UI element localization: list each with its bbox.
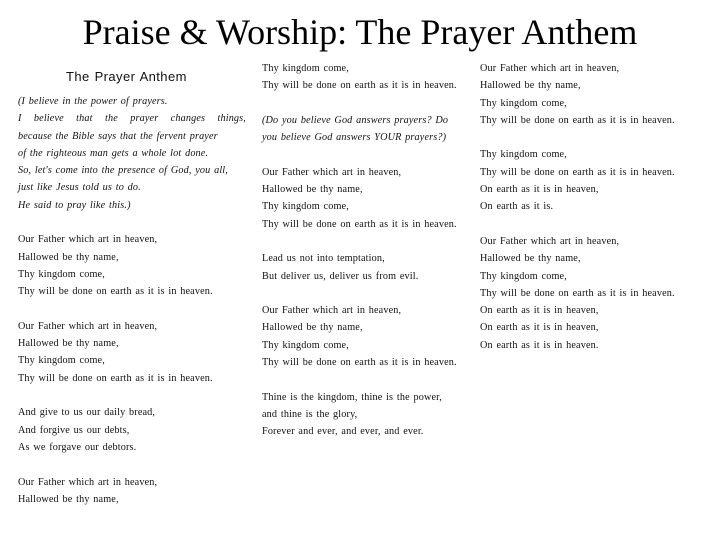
- lyric-line: Thy kingdom come,: [480, 97, 567, 109]
- lyric-line: Thy kingdom come,: [262, 339, 349, 351]
- lyric-line: Hallowed be thy name,: [18, 338, 119, 350]
- lyric-line: I believe that the prayer changes things,: [18, 113, 246, 125]
- lyric-line: As we forgave our debtors.: [18, 441, 137, 453]
- lyric-line: Hallowed be thy name,: [18, 493, 119, 505]
- lyric-line: Thy will be done on earth as it is in heaven.: [480, 166, 675, 178]
- lyric-stanza: [480, 60, 710, 129]
- lyric-line: Thine is the kingdom, thine is the power,: [262, 391, 442, 403]
- lyric-line: On earth as it is in heaven,: [480, 184, 599, 196]
- lyric-stanza: [18, 474, 246, 509]
- lyric-line: And give to us our daily bread,: [18, 407, 156, 419]
- lyric-line: Thy will be done on earth as it is in heaven.: [262, 80, 457, 92]
- lyric-line: Our Father which art in heaven,: [18, 476, 158, 488]
- lyric-line: Thy will be done on earth as it is in heaven.: [480, 287, 675, 299]
- lyric-line: He said to pray like this.): [18, 199, 131, 211]
- lyric-line: because the Bible says that the fervent prayer: [18, 130, 218, 142]
- lyric-line: Thy will be done on earth as it is in heaven.: [262, 218, 457, 230]
- intro-stanza: [18, 93, 246, 214]
- lyric-stanza: [18, 231, 246, 300]
- lyric-line: Thy kingdom come,: [18, 268, 105, 280]
- lyric-line: Hallowed be thy name,: [262, 322, 363, 334]
- lyric-line: Hallowed be thy name,: [18, 251, 119, 263]
- lyric-line: On earth as it is in heaven,: [480, 322, 599, 334]
- lyric-stanza: [262, 164, 462, 233]
- lyric-stanza: [480, 233, 710, 354]
- lyric-line: (Do you believe God answers prayers? Do you believe God answers YOUR prayers?): [262, 114, 449, 144]
- lyric-stanza: [18, 404, 246, 456]
- lyric-line: On earth as it is.: [480, 201, 554, 213]
- lyric-line: and thine is the glory,: [262, 408, 358, 420]
- lyric-line: just like Jesus told us to do.: [18, 182, 141, 194]
- lyrics-column-3: [480, 60, 710, 354]
- lyric-line: Our Father which art in heaven,: [262, 166, 402, 178]
- lyric-line: Thy will be done on earth as it is in heaven.: [18, 286, 213, 298]
- lyric-line: Thy will be done on earth as it is in heaven.: [480, 114, 675, 126]
- lyric-line: On earth as it is in heaven.: [480, 339, 599, 351]
- lyric-line: Thy kingdom come,: [262, 201, 349, 213]
- lyric-stanza: [480, 146, 710, 215]
- lyric-line: (I believe in the power of prayers.: [18, 96, 168, 107]
- lyric-stanza: [262, 302, 462, 371]
- lyric-line: Thy kingdom come,: [480, 149, 567, 161]
- lyric-line: On earth as it is in heaven,: [480, 305, 599, 317]
- lyric-line: Our Father which art in heaven,: [18, 234, 158, 246]
- lyric-line: Thy kingdom come,: [480, 270, 567, 282]
- lyric-line: Our Father which art in heaven,: [480, 235, 620, 247]
- lyric-line: Thy kingdom come,: [18, 355, 105, 367]
- lyric-stanza: [262, 250, 462, 285]
- lyrics-column-2: [262, 60, 462, 441]
- lyric-stanza: [262, 60, 462, 95]
- lyric-line: So, let's come into the presence of God, you all,: [18, 165, 228, 177]
- slide-title: Praise & Worship: The Prayer Anthem: [82, 12, 638, 52]
- lyric-line: Thy kingdom come,: [262, 63, 349, 74]
- lyric-stanza: [262, 389, 462, 441]
- lyric-line: Forever and ever, and ever, and ever.: [262, 426, 424, 438]
- lyric-line: Our Father which art in heaven,: [262, 305, 402, 317]
- lyrics-column-1: [18, 60, 246, 508]
- lyric-stanza-question: [262, 112, 462, 147]
- lyric-line: Hallowed be thy name,: [480, 253, 581, 265]
- lyric-line: Thy will be done on earth as it is in heaven.: [262, 357, 457, 369]
- lyric-line: Hallowed be thy name,: [262, 184, 363, 196]
- lyric-line: Our Father which art in heaven,: [18, 320, 158, 332]
- lyric-line: Thy will be done on earth as it is in heaven.: [18, 372, 213, 384]
- lyric-line: Lead us not into temptation,: [262, 253, 385, 265]
- lyric-stanza: [18, 318, 246, 387]
- lyric-line: Our Father which art in heaven,: [480, 63, 620, 74]
- lyric-line: of the righteous man gets a whole lot done.: [18, 147, 209, 159]
- lyric-line: And forgive us our debts,: [18, 424, 130, 436]
- lyric-line: Hallowed be thy name,: [480, 80, 581, 92]
- sheet-title: The Prayer Anthem: [66, 69, 187, 84]
- lyric-line: But deliver us, deliver us from evil.: [262, 270, 419, 282]
